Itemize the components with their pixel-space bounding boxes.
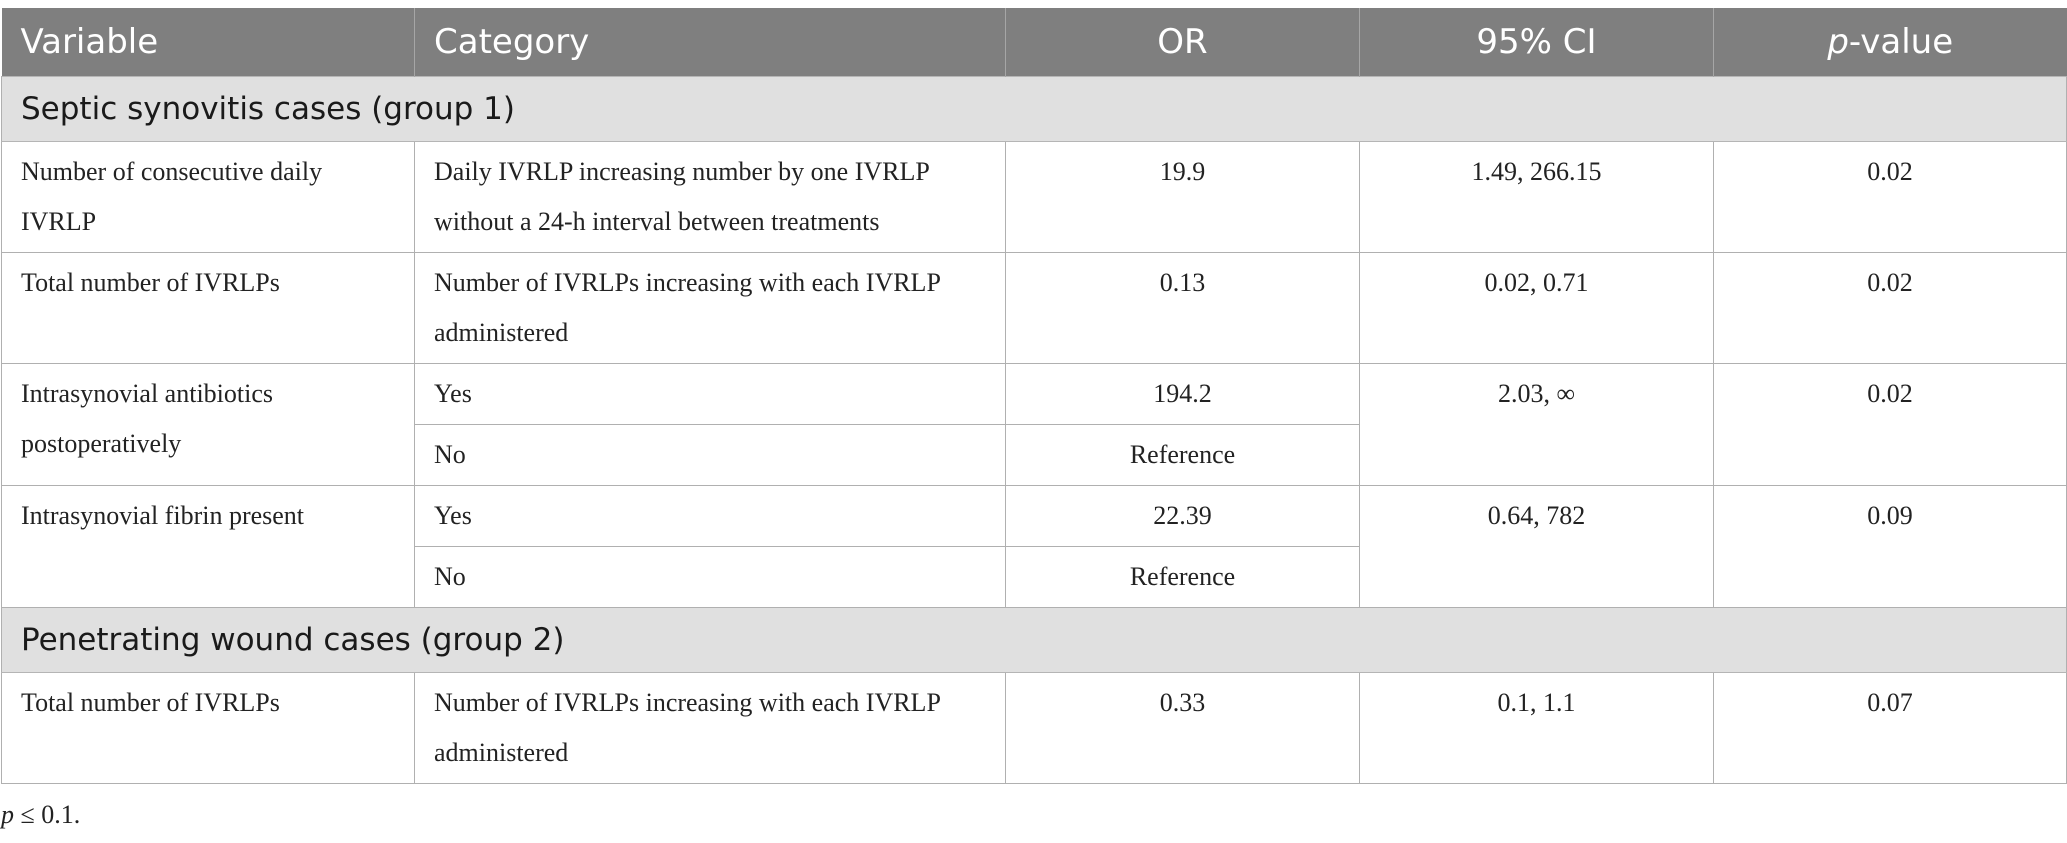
table-row — [2, 672, 2067, 783]
table-footnote — [1, 800, 80, 830]
header-or: OR — [1006, 8, 1360, 76]
cell-ci: 2.03, ∞ — [1360, 363, 1714, 485]
group-title: Penetrating wound cases (group 2) — [2, 607, 2067, 672]
cell-category: Yes — [415, 363, 1006, 424]
cell-ci: 0.64, 782 — [1360, 485, 1714, 607]
cell-category: No — [415, 424, 1006, 485]
table-row — [2, 363, 2067, 424]
table-row — [2, 485, 2067, 546]
cell-p-value: 0.02 — [1714, 363, 2067, 485]
table-row — [2, 141, 2067, 252]
cell-category: Number of IVRLPs increasing with each IVRLP administered — [415, 672, 1006, 783]
cell-category: Yes — [415, 485, 1006, 546]
header-p-italic: p — [1827, 21, 1849, 62]
cell-variable: Intrasynovial fibrin present — [2, 485, 415, 607]
cell-or: Reference — [1006, 424, 1360, 485]
cell-or: 22.39 — [1006, 485, 1360, 546]
cell-or: 0.33 — [1006, 672, 1360, 783]
cell-or: Reference — [1006, 546, 1360, 607]
cell-variable: Total number of IVRLPs — [2, 672, 415, 783]
cell-variable: Total number of IVRLPs — [2, 252, 415, 363]
cell-category: Daily IVRLP increasing number by one IVRLP without a 24-h interval between treatments — [415, 141, 1006, 252]
cell-ci: 1.49, 266.15 — [1360, 141, 1714, 252]
header-row — [2, 8, 2067, 76]
cell-or: 194.2 — [1006, 363, 1360, 424]
footnote-text: ≤ 0.1. — [14, 800, 81, 829]
cell-category: Number of IVRLPs increasing with each IVRLP administered — [415, 252, 1006, 363]
cell-or: 19.9 — [1006, 141, 1360, 252]
cell-p-value: 0.09 — [1714, 485, 2067, 607]
group-title: Septic synovitis cases (group 1) — [2, 76, 2067, 141]
group-row — [2, 76, 2067, 141]
header-p-rest: -value — [1848, 21, 1954, 62]
group-row — [2, 607, 2067, 672]
cell-p-value: 0.02 — [1714, 141, 2067, 252]
cell-variable: Intrasynovial antibiotics postoperatively — [2, 363, 415, 485]
header-category: Category — [415, 8, 1006, 76]
cell-category: No — [415, 546, 1006, 607]
header-ci: 95% CI — [1360, 8, 1714, 76]
cell-or: 0.13 — [1006, 252, 1360, 363]
table-row — [2, 252, 2067, 363]
results-table — [1, 8, 2067, 784]
footnote-p-italic: p — [1, 800, 14, 829]
cell-p-value: 0.07 — [1714, 672, 2067, 783]
cell-ci: 0.1, 1.1 — [1360, 672, 1714, 783]
header-variable: Variable — [2, 8, 415, 76]
cell-p-value: 0.02 — [1714, 252, 2067, 363]
header-p-value — [1714, 8, 2067, 76]
cell-ci: 0.02, 0.71 — [1360, 252, 1714, 363]
cell-variable: Number of consecutive daily IVRLP — [2, 141, 415, 252]
